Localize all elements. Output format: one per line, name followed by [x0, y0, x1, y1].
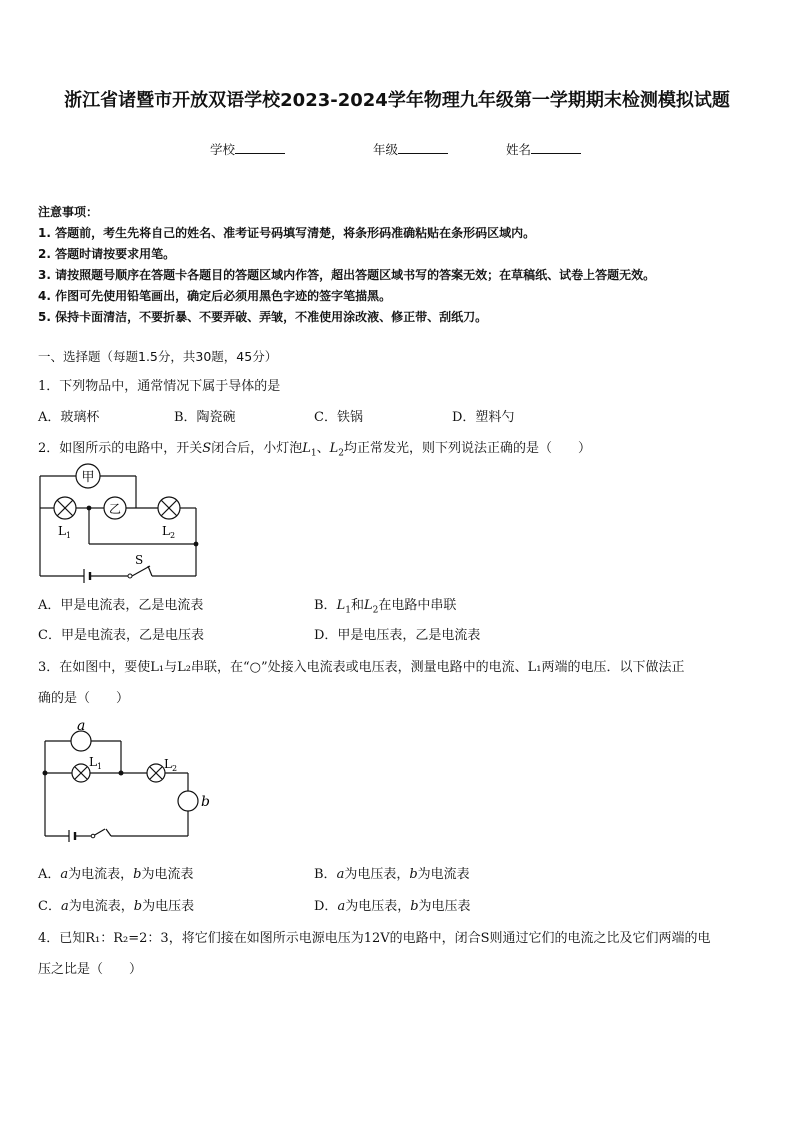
- grade-field: [373, 140, 448, 158]
- option-text: B．: [314, 598, 337, 613]
- exam-title: 浙江省诸暨市开放双语学校2023-2024学年物理九年级第一学期期末检测模拟试题: [64, 90, 730, 111]
- junction-dot: [119, 771, 124, 776]
- stem-text: 2．如图所示的电路中，开关: [38, 441, 203, 456]
- label-switch: S: [135, 553, 144, 567]
- question-2-option-b[interactable]: [314, 594, 456, 616]
- question-1-option-d[interactable]: D．塑料勺: [452, 410, 515, 425]
- option-text: B．: [314, 867, 337, 882]
- question-2-circuit-diagram: [34, 458, 204, 583]
- meter-b: [178, 791, 198, 811]
- meter-yi-label: 乙: [108, 502, 122, 516]
- meter-var: a: [337, 899, 346, 914]
- notice-item: 4. 作图可先使用铅笔画出，确定后必须用黑色字迹的签字笔描黑。: [38, 289, 392, 303]
- label-l2: $L_2$: [162, 524, 176, 540]
- question-2-option-c[interactable]: C．甲是电流表，乙是电压表: [38, 628, 204, 643]
- lamp-l2-icon: [158, 497, 180, 519]
- option-text: 为电压表，: [345, 899, 411, 914]
- option-text: 在电路中串联: [378, 598, 457, 613]
- school-label: 学校: [210, 142, 236, 157]
- name-field: [506, 140, 581, 158]
- question-3-option-a[interactable]: [38, 863, 194, 882]
- label-l2: $L_2$: [164, 757, 178, 773]
- meter-var: b: [410, 899, 419, 914]
- option-text: 为电流表: [141, 867, 194, 882]
- school-blank[interactable]: [235, 141, 285, 154]
- question-3-option-d[interactable]: [314, 895, 471, 914]
- option-text: 为电流表，: [68, 867, 134, 882]
- school-field: [210, 140, 285, 158]
- question-2-option-a[interactable]: A．甲是电流表，乙是电流表: [38, 598, 204, 613]
- meter-var: b: [133, 867, 142, 882]
- meter-b-label: b: [201, 794, 210, 810]
- meter-var: a: [336, 867, 345, 882]
- option-text: 为电压表: [142, 899, 195, 914]
- lamp-symbol: L: [336, 598, 346, 613]
- meter-var: b: [133, 899, 143, 914]
- notice-item: 1. 答题前，考生先将自己的姓名、准考证号码填写清楚，将条形码准确粘贴在条形码区域内。: [38, 226, 536, 240]
- question-3-option-c[interactable]: [38, 895, 194, 914]
- stem-text: 均正常发光，则下列说法正确的是（ ）: [343, 441, 591, 456]
- question-3-circuit-diagram: [38, 716, 218, 844]
- grade-label: 年级: [373, 142, 399, 157]
- option-text: D．: [314, 899, 338, 914]
- question-2-stem: [38, 437, 591, 459]
- question-3-option-b[interactable]: [314, 863, 470, 882]
- junction-dot: [194, 542, 199, 547]
- question-1-stem: 1．下列物品中，通常情况下属于导体的是: [38, 379, 281, 394]
- switch-symbol: S: [202, 441, 212, 456]
- meter-jia-label: 甲: [81, 470, 95, 485]
- lamp-l2-icon: [147, 764, 165, 782]
- option-text: 为电压表: [418, 899, 471, 914]
- meter-var: a: [60, 899, 69, 914]
- stem-text: 、: [316, 441, 330, 456]
- notice-item: 3. 请按照题号顺序在答题卡各题目的答题区域内作答，超出答题区域书写的答案无效；在草稿纸、试卷上答题无效。: [38, 268, 656, 282]
- question-3-stem-line-2: 确的是（ ）: [38, 691, 130, 706]
- lamp-symbol: L: [363, 598, 373, 613]
- label-l1: $L_1$: [58, 524, 72, 540]
- switch-contact: [128, 574, 132, 578]
- section-heading: 一、选择题（每题1.5分，共30题，45分）: [38, 349, 278, 364]
- lamp-subscript: 1: [345, 605, 351, 616]
- option-text: 为电流表: [417, 867, 470, 882]
- junction-dot: [43, 771, 48, 776]
- option-text: 为电压表，: [344, 867, 410, 882]
- option-text: C．: [38, 899, 61, 914]
- question-3-stem-line-1: 3．在如图中，要使L₁与L₂串联，在“○”处接入电流表或电压表，测量电路中的电流、L₁两端的电压．以下做法正: [38, 660, 685, 675]
- lamp-l1-icon: [54, 497, 76, 519]
- notice-heading: 注意事项：: [38, 205, 99, 219]
- meter-a: [71, 731, 91, 751]
- lamp-subscript: 2: [372, 605, 379, 616]
- label-l1: $L_1$: [89, 755, 103, 771]
- lamp-subscript: 1: [310, 448, 317, 459]
- question-1-option-a[interactable]: A．玻璃杯: [38, 410, 100, 425]
- option-text: 为电流表，: [68, 899, 134, 914]
- meter-var: b: [409, 867, 418, 882]
- lamp-symbol: L: [329, 441, 339, 456]
- lamp-symbol: L: [302, 441, 311, 456]
- meter-a-label: a: [77, 718, 86, 734]
- stem-text: 闭合后，小灯泡: [211, 441, 303, 456]
- question-1-option-c[interactable]: C．铁锅: [314, 410, 363, 425]
- notice-item: 2. 答题时请按要求用笔。: [38, 247, 176, 261]
- grade-blank[interactable]: [398, 141, 448, 154]
- lamp-subscript: 2: [338, 448, 344, 459]
- question-4-stem-line-1: 4．已知R₁：R₂=2：3，将它们接在如图所示电源电压为12V的电路中，闭合S则通过它们的电流之比及它们两端的电: [38, 931, 711, 946]
- name-label: 姓名: [506, 142, 532, 157]
- question-1-option-b[interactable]: B．陶瓷碗: [174, 410, 236, 425]
- option-text: 和: [350, 598, 364, 613]
- switch-contact: [91, 834, 95, 838]
- name-blank[interactable]: [531, 141, 581, 154]
- question-2-option-d[interactable]: D．甲是电压表，乙是电流表: [314, 628, 481, 643]
- junction-dot: [87, 506, 92, 511]
- option-text: A．: [38, 867, 61, 882]
- question-4-stem-line-2: 压之比是（ ）: [38, 962, 143, 977]
- lamp-l1-icon: [72, 764, 90, 782]
- meter-var: a: [60, 867, 69, 882]
- notice-item: 5. 保持卡面清洁，不要折暴、不要弄破、弄皱，不准使用涂改液、修正带、刮纸刀。: [38, 310, 488, 324]
